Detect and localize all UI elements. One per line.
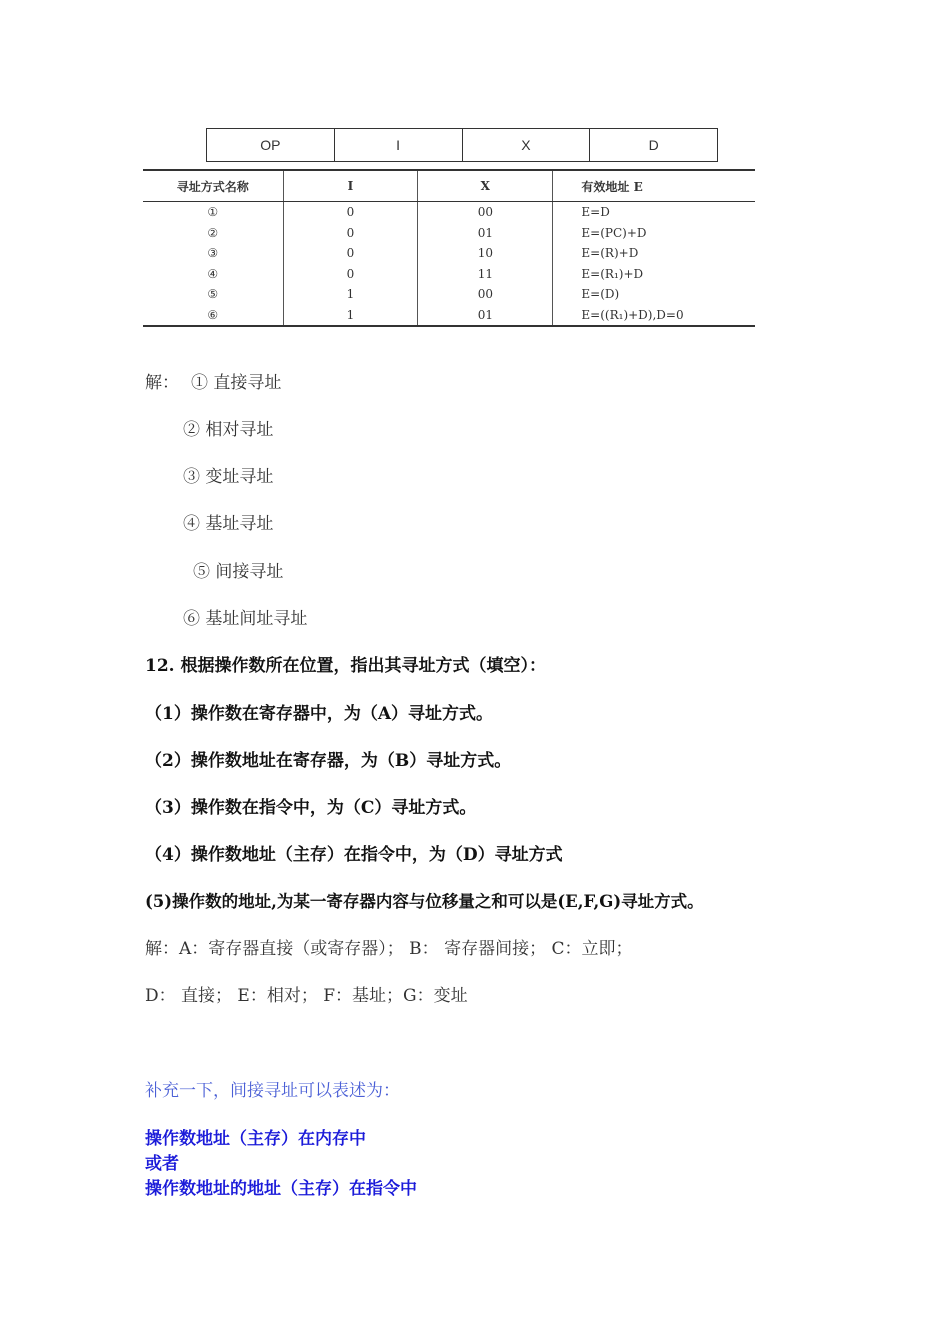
table-row [143,264,755,285]
question-12-item: （2）操作数地址在寄存器，为（B）寻址方式。 [145,751,512,771]
table-cell: 0 [283,264,418,285]
table-cell: 00 [418,202,553,223]
supplement-line: 或者 [145,1154,179,1174]
table-cell: ① [207,205,219,220]
table-header: 寻址方式名称 [143,170,283,202]
table-header: X [418,170,553,202]
table-cell: 1 [283,284,418,305]
question-12-item: （1）操作数在寄存器中，为（A）寻址方式。 [145,704,494,724]
table-row [143,305,755,327]
question-12-title: 12. 根据操作数所在位置，指出其寻址方式（填空）： [145,656,546,676]
field-op: OP [260,137,281,153]
addressing-modes-table [143,169,755,327]
table-cell: 00 [418,284,553,305]
question-12-item: （3）操作数在指令中，为（C）寻址方式。 [145,798,477,818]
question-12-answer-line: 解：A：寄存器直接（或寄存器）； B： 寄存器间接； C：立即； [145,939,633,959]
table-row [143,223,755,244]
supplement-line: 操作数地址的地址（主存）在指令中 [145,1179,417,1199]
table-cell: E=(R)+D [553,243,755,264]
question-12-answer-line: D： 直接； E：相对； F：基址；G：变址 [145,986,468,1006]
table-cell: ③ [207,246,219,261]
field-d: D [589,129,717,161]
table-row [143,243,755,264]
table-cell: 11 [418,264,553,285]
table-header: I [283,170,418,202]
table-cell: E=D [553,202,755,223]
table-cell: 0 [283,243,418,264]
table-cell: 1 [283,305,418,327]
table-row [143,284,755,305]
supplement-intro: 补充一下，间接寻址可以表述为： [145,1081,400,1101]
instruction-format [206,128,718,162]
table-cell: ⑥ [143,305,283,327]
table-cell: E=(R₁)+D [553,264,755,285]
table-cell: 0 [283,202,418,223]
table-cell: ② [207,225,219,240]
table-cell: 01 [418,223,553,244]
table-header: 有效地址 E [553,170,755,202]
answer-1-item: ② 相对寻址 [183,420,274,440]
field-x: X [462,129,590,161]
question-12-item: （4）操作数地址（主存）在指令中，为（D）寻址方式 [145,845,563,865]
question-12-item: (5)操作数的地址,为某一寄存器内容与位移量之和可以是(E,F,G)寻址方式。 [145,892,704,911]
table-cell: 01 [418,305,553,327]
table-cell: ④ [207,266,219,281]
field-i: I [334,129,462,161]
answer-1-item: ① 直接寻址 [191,373,282,393]
answer-1-item: ⑥ 基址间址寻址 [183,609,308,629]
table-row [143,202,755,223]
answer-1-prefix: 解： [145,373,179,393]
table-header-row [143,170,755,202]
answer-1-item: ⑤ 间接寻址 [193,562,284,582]
table-cell: E=(D) [553,284,755,305]
answer-1-item: ④ 基址寻址 [183,514,274,534]
answer-1-item: ③ 变址寻址 [183,467,274,487]
table-cell: 10 [418,243,553,264]
supplement-line: 操作数地址（主存）在内存中 [145,1129,366,1149]
table-cell: E=(PC)+D [553,223,755,244]
table-cell: 0 [283,223,418,244]
table-cell: E=((R₁)+D),D=0 [553,305,755,327]
table-cell: ⑤ [207,287,219,302]
